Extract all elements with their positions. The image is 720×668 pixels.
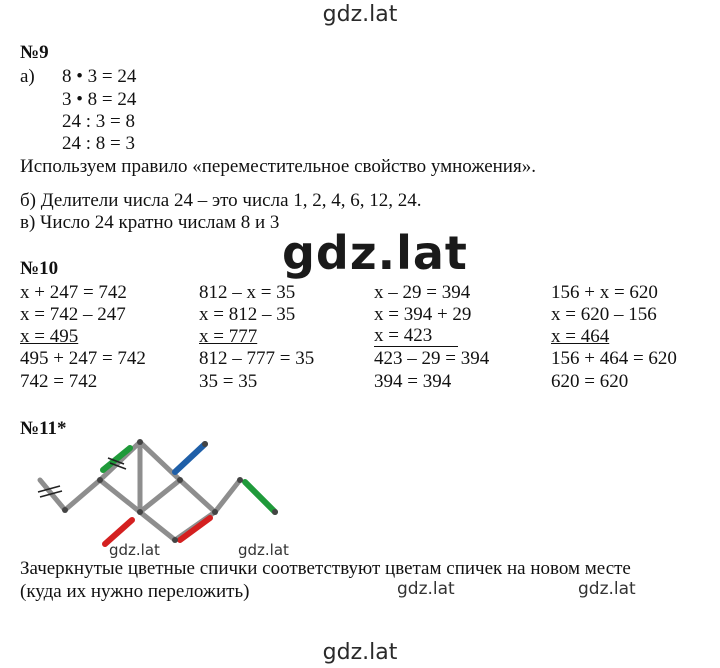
equation-answer: x = 464 bbox=[551, 326, 610, 347]
task9-part-v: в) Число 24 кратно числам 8 и 3 bbox=[20, 212, 280, 233]
watermark-bottom: gdz.lat bbox=[322, 640, 398, 665]
equation-line: 156 + x = 620 bbox=[551, 282, 658, 303]
equation-check: 812 – 777 = 35 bbox=[199, 348, 315, 369]
equation-answer: x = 423 bbox=[374, 326, 458, 347]
equation-line: x = 812 – 35 bbox=[199, 304, 296, 325]
task9-rule: Используем правило «переместительное свойство умножения». bbox=[20, 156, 536, 177]
task9-line: 24 : 8 = 3 bbox=[62, 133, 135, 154]
equation-line: x – 29 = 394 bbox=[374, 282, 471, 303]
equation-line: 812 – x = 35 bbox=[199, 282, 296, 303]
task9-line: 3 • 8 = 24 bbox=[62, 89, 137, 110]
watermark-top: gdz.lat bbox=[322, 2, 398, 27]
equation-check: 156 + 464 = 620 bbox=[551, 348, 677, 369]
watermark-under-figure-mid: gdz.lat bbox=[238, 541, 289, 559]
task9-line: 8 • 3 = 24 bbox=[62, 66, 137, 87]
task9-label-a: а) bbox=[20, 66, 35, 87]
watermark-center: gdz.lat bbox=[282, 226, 468, 280]
task9-header: №9 bbox=[20, 42, 49, 63]
equation-line: x + 247 = 742 bbox=[20, 282, 127, 303]
equation-answer: x = 777 bbox=[199, 326, 258, 347]
equation-check: 394 = 394 bbox=[374, 371, 452, 392]
equation-answer: x = 495 bbox=[20, 326, 79, 347]
task9-line: 24 : 3 = 8 bbox=[62, 111, 135, 132]
task11-header: №11* bbox=[20, 418, 67, 439]
task10-header: №10 bbox=[20, 258, 59, 279]
equation-check: 620 = 620 bbox=[551, 371, 629, 392]
task11-caption: (куда их нужно переложить) bbox=[20, 581, 250, 602]
task11-caption: Зачеркнутые цветные спички соответствуют цветам спичек на новом месте bbox=[20, 558, 631, 579]
equation-line: x = 742 – 247 bbox=[20, 304, 126, 325]
watermark-caption-right: gdz.lat bbox=[578, 579, 636, 599]
equation-line: x = 620 – 156 bbox=[551, 304, 657, 325]
watermark-under-figure-left: gdz.lat bbox=[109, 541, 160, 559]
equation-check: 35 = 35 bbox=[199, 371, 258, 392]
task9-part-b: б) Делители числа 24 – это числа 1, 2, 4, 6, 12, 24. bbox=[20, 190, 422, 211]
equation-line: x = 394 + 29 bbox=[374, 304, 472, 325]
equation-check: 742 = 742 bbox=[20, 371, 98, 392]
equation-check: 423 – 29 = 394 bbox=[374, 348, 490, 369]
equation-check: 495 + 247 = 742 bbox=[20, 348, 146, 369]
watermark-caption-mid: gdz.lat bbox=[397, 579, 455, 599]
